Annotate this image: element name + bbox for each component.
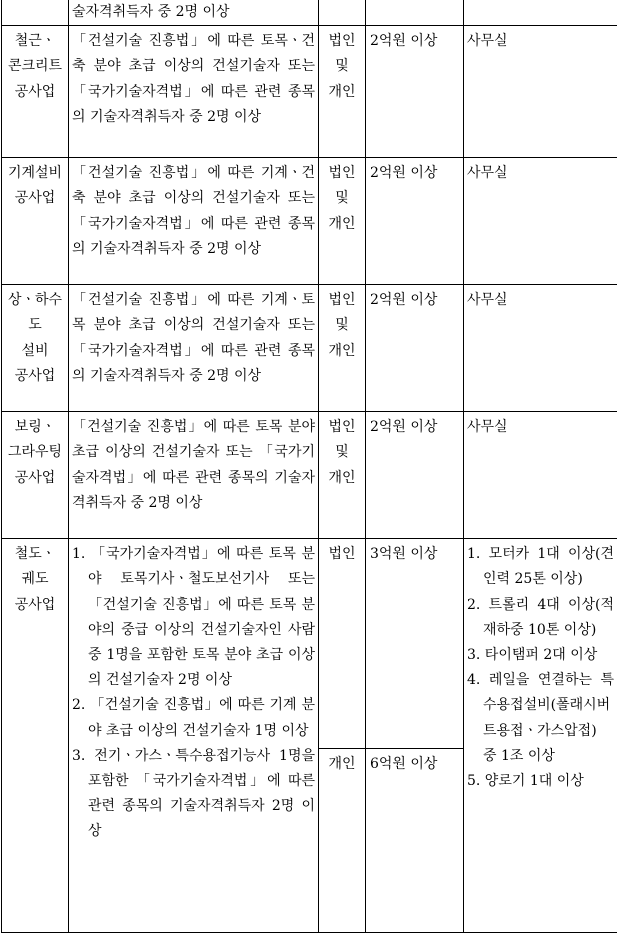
business-type-cell <box>2 285 69 412</box>
facility-requirement-list <box>464 539 617 933</box>
business-type-line: 공사업 <box>2 364 68 389</box>
table-row-railway-corporate <box>2 539 617 749</box>
entity-line: 법인 <box>319 288 365 313</box>
business-type-line: 공사업 <box>2 80 68 105</box>
entity-line: 개인 <box>319 466 365 491</box>
capital-requirement: 2억원 이상 <box>366 412 464 539</box>
capital-cell <box>366 0 464 26</box>
facility-item: 4. 레일을 연결하는 특수용접설비(폴래시버트용접ㆍ가스압접) 중 1조 이상 <box>467 668 614 769</box>
table-row <box>2 412 617 539</box>
facility-item: 1. 모터카 1대 이상(견인력 25톤 이상) <box>467 542 614 592</box>
business-type-line: 공사업 <box>2 593 68 618</box>
technician-requirement: 「건설기술 진흥법」에 따른 토목 분야 초급 이상의 건설기술자 또는 「국가기술자격법」에 따른 관련 종목의 기술자격취득자 중 2명 이상 <box>69 412 319 539</box>
entity-line: 개인 <box>319 212 365 237</box>
business-type-line: 설비 <box>2 339 68 364</box>
entity-line: 법인 <box>319 29 365 54</box>
table-row-fragment <box>2 0 617 26</box>
capital-requirement: 2억원 이상 <box>366 158 464 285</box>
technician-requirement-list <box>69 539 319 933</box>
requirement-item: 1. 「국가기술자격법」에 따른 토목 분야 토목기사ㆍ철도보선기사 또는 「건설기술 진흥법」에 따른 토목 분야의 중급 이상의 건설기술자인 사람 중 1명을 포함한 토목 분야 초급 이상의 건설기술자 2명 이상 <box>72 542 315 693</box>
capital-requirement: 6억원 이상 <box>366 749 464 933</box>
business-type-line: 철근ㆍ <box>2 29 68 54</box>
business-type-line: 철도ㆍ <box>2 542 68 567</box>
entity-type-cell <box>319 158 366 285</box>
type-cell <box>2 0 69 26</box>
business-type-cell <box>2 158 69 285</box>
capital-requirement: 3억원 이상 <box>366 539 464 749</box>
entity-line: 개인 <box>319 80 365 105</box>
entity-line: 법인 <box>319 161 365 186</box>
entity-line: 법인 <box>319 415 365 440</box>
entity-type-cell: 법인 <box>319 539 366 749</box>
business-type-line: 그라우팅 <box>2 440 68 465</box>
technician-requirement: 「건설기술 진흥법」에 따른 토목ㆍ건축 분야 초급 이상의 건설기술자 또는 「국가기술자격법」에 따른 관련 종목의 기술자격취득자 중 2명 이상 <box>69 26 319 158</box>
registration-requirements-table <box>1 0 617 933</box>
technician-requirement: 「건설기술 진흥법」에 따른 기계ㆍ토목 분야 초급 이상의 건설기술자 또는 「국가기술자격법」에 따른 관련 종목의 기술자격취득자 중 2명 이상 <box>69 285 319 412</box>
business-type-line: 콘크리트 <box>2 54 68 79</box>
facility-item: 2. 트롤리 4대 이상(적재하중 10톤 이상) <box>467 593 614 643</box>
business-type-line: 공사업 <box>2 466 68 491</box>
entity-type-cell <box>319 285 366 412</box>
table-row <box>2 26 617 158</box>
business-type-line: 궤도 <box>2 567 68 592</box>
entity-type-cell <box>319 26 366 158</box>
business-type-line: 상ㆍ하수도 <box>2 288 68 338</box>
facility-requirement: 사무실 <box>464 158 617 285</box>
entity-line: 및 <box>319 186 365 211</box>
facility-requirement: 사무실 <box>464 285 617 412</box>
business-type-cell <box>2 412 69 539</box>
capital-requirement: 2억원 이상 <box>366 26 464 158</box>
entity-cell <box>319 0 366 26</box>
technician-requirement: 「건설기술 진흥법」에 따른 기계ㆍ건축 분야 초급 이상의 건설기술자 또는 「국가기술자격법」에 따른 관련 종목의 기술자격취득자 중 2명 이상 <box>69 158 319 285</box>
facility-cell <box>464 0 617 26</box>
entity-type-cell: 개인 <box>319 749 366 933</box>
business-type-cell <box>2 539 69 933</box>
requirement-cell: 술자격취득자 중 2명 이상 <box>69 0 319 26</box>
requirement-item: 3. 전기ㆍ가스ㆍ특수용접기능사 1명을 포함한 「국가기술자격법」에 따른 관련 종목의 기술자격취득자 2명 이상 <box>72 744 315 845</box>
entity-line: 및 <box>319 313 365 338</box>
entity-line: 및 <box>319 54 365 79</box>
entity-line: 및 <box>319 440 365 465</box>
facility-requirement: 사무실 <box>464 412 617 539</box>
capital-requirement: 2억원 이상 <box>366 285 464 412</box>
business-type-cell <box>2 26 69 158</box>
facility-item: 3. 타이탬퍼 2대 이상 <box>467 643 614 668</box>
business-type-line: 기계설비 <box>2 161 68 186</box>
facility-item: 5. 양로기 1대 이상 <box>467 769 614 794</box>
entity-type-cell <box>319 412 366 539</box>
business-type-line: 공사업 <box>2 186 68 211</box>
requirement-item: 2. 「건설기술 진흥법」에 따른 기계 분야 초급 이상의 건설기술자 1명 이상 <box>72 693 315 743</box>
facility-requirement: 사무실 <box>464 26 617 158</box>
table-row <box>2 158 617 285</box>
entity-line: 개인 <box>319 339 365 364</box>
table-row <box>2 285 617 412</box>
business-type-line: 보링ㆍ <box>2 415 68 440</box>
